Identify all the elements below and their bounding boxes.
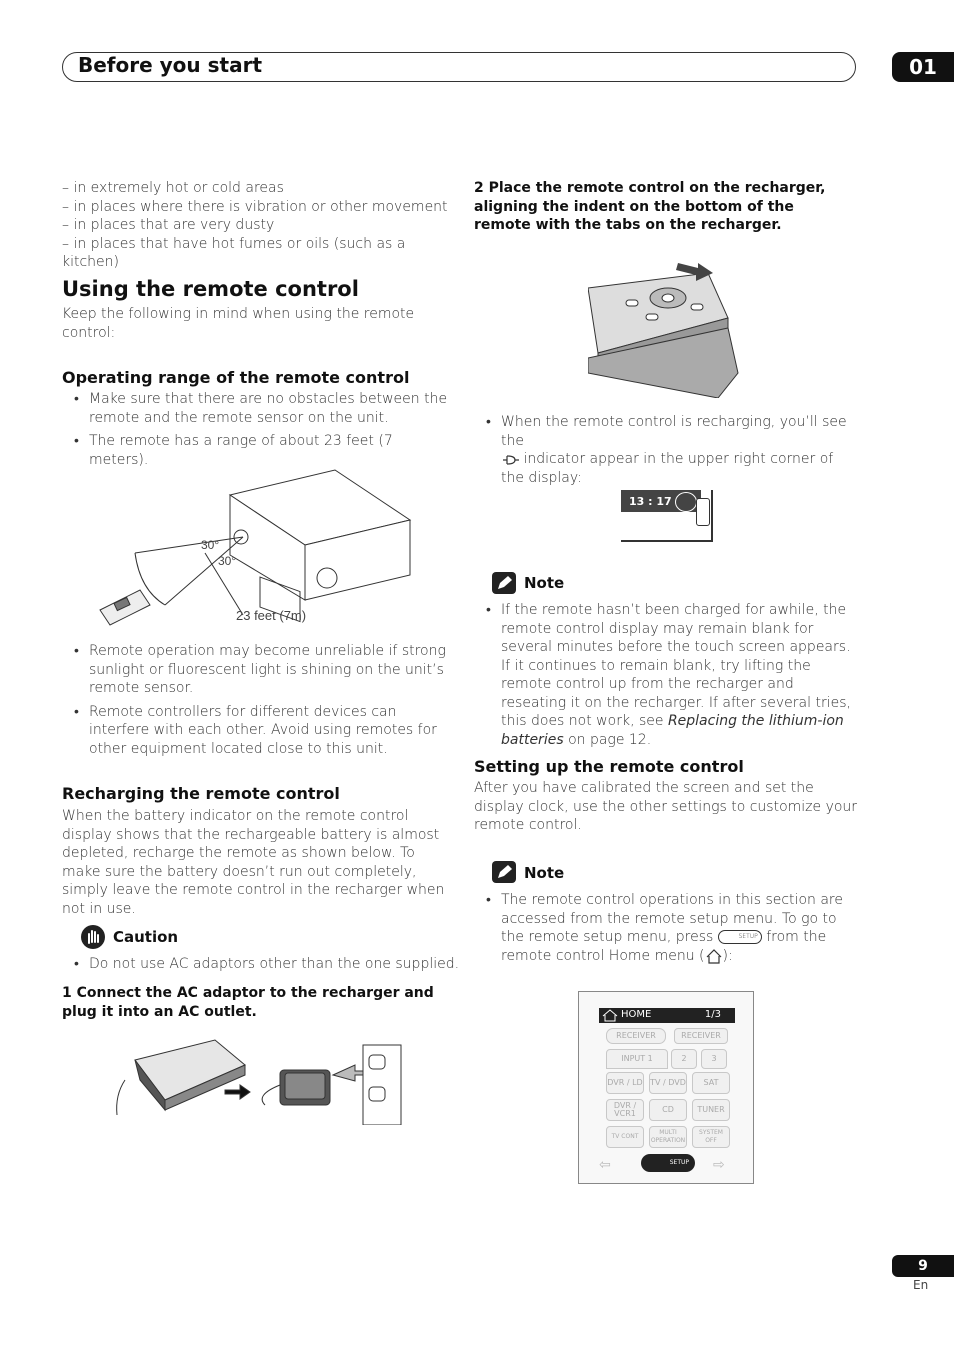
range-cone bbox=[135, 537, 243, 615]
home-tab-input1[interactable]: INPUT 1 bbox=[606, 1049, 668, 1069]
receiver-illustration bbox=[230, 470, 410, 622]
note-2 bbox=[474, 891, 859, 965]
home-icon bbox=[705, 948, 723, 964]
bullet-item: • Remote controllers for different devices can interfere with each other. Avoid using remotes for other equipment located close to this unit. bbox=[62, 703, 452, 759]
chapter-number: 01 bbox=[892, 52, 954, 82]
intro-line: – in places where there is vibration or other movement bbox=[62, 198, 448, 215]
angle-label-1: 30° bbox=[201, 538, 220, 552]
note1-text-b: on page 12. bbox=[563, 731, 652, 748]
home-btn-tuner[interactable]: TUNER bbox=[692, 1099, 730, 1121]
bullet-item: • Make sure that there are no obstacles between the remote and the remote sensor on the unit. bbox=[62, 390, 452, 427]
note-pencil-icon bbox=[492, 861, 516, 883]
note1-text-a: If the remote hasn’t been charged for awhile, the remote control display may remain blank for several minutes before the touch screen appears. If it continues to remain blank, try lifting the remote control up from the recharger and reseating it on the recharger. If after several tries, this does not work, see bbox=[501, 602, 851, 729]
setup-heading: Setting up the remote control bbox=[474, 757, 744, 776]
home-title: HOME bbox=[621, 1009, 652, 1020]
bullet-item: • Remote operation may become unreliable if strong sunlight or fluorescent light is shining on the unit’s remote sensor. bbox=[62, 642, 452, 698]
recharge-heading: Recharging the remote control bbox=[62, 784, 340, 803]
home-btn-dvr-ld[interactable]: DVR / LD bbox=[606, 1072, 644, 1094]
step-1: 1 Connect the AC adaptor to the recharger and plug it into an AC outlet. bbox=[62, 985, 434, 1020]
home-receiver-button[interactable]: RECEIVER bbox=[674, 1028, 728, 1044]
caution-label: Caution bbox=[113, 928, 179, 946]
section-title: Using the remote control bbox=[62, 277, 359, 301]
range-bullets-2 bbox=[62, 642, 452, 758]
note2-text-a: The remote control operations in this section are accessed from the remote setup menu. To go to the remote setup menu, press bbox=[501, 892, 843, 945]
plug-icon bbox=[501, 453, 519, 465]
home-btn-sat[interactable]: SAT bbox=[692, 1072, 730, 1094]
page-language: En bbox=[913, 1278, 929, 1292]
charging-text-a: When the remote control is recharging, you’ll see the bbox=[501, 414, 847, 449]
home-btn-system-off[interactable]: SYSTEM OFF bbox=[692, 1126, 730, 1148]
intro-line: – in places that have hot fumes or oils (such as a kitchen) bbox=[62, 235, 406, 270]
note-label: Note bbox=[524, 864, 565, 882]
home-prev-arrow-icon[interactable]: ⇦ bbox=[599, 1157, 611, 1173]
intro-line: – in places that are very dusty bbox=[62, 217, 275, 233]
charging-bullet bbox=[474, 413, 859, 487]
section-intro: Keep the following in mind when using the remote control: bbox=[62, 306, 415, 341]
home-btn-tv-cont[interactable]: TV CONT bbox=[606, 1126, 644, 1148]
lcd-display bbox=[621, 490, 713, 542]
note1-link: Replacing the lithium-ion batteries bbox=[501, 713, 844, 748]
bullet-item: • Do not use AC adaptors other than the one supplied. bbox=[62, 955, 462, 974]
note2-text-b: from the remote control Home menu ( bbox=[501, 929, 827, 964]
home-btn-dvr-vcr1[interactable]: DVR / VCR1 bbox=[606, 1099, 644, 1121]
intro-list bbox=[62, 179, 462, 272]
home-screen-figure bbox=[578, 991, 754, 1184]
intro-line: – in extremely hot or cold areas bbox=[62, 180, 284, 196]
charging-text-b: indicator appear in the upper right corner of the display: bbox=[501, 451, 834, 486]
lcd-time: 13 : 17 bbox=[629, 495, 672, 508]
range-figure bbox=[95, 465, 425, 635]
page-header-title: Before you start bbox=[78, 53, 263, 77]
recharge-text: When the battery indicator on the remote control display shows that the rechargeable battery is almost depleted, recharge the remote as shown below. To make sure the battery doesn’t run out completely, simply leave the remote control in the recharger when not in use. bbox=[62, 808, 445, 917]
home-page-indicator: 1/3 bbox=[704, 1009, 721, 1020]
setup-text: After you have calibrated the screen and set the display clock, use the other settings to customize your remote control. bbox=[474, 780, 858, 833]
home-btn-multi-operation[interactable]: MULTI OPERATION bbox=[649, 1126, 687, 1148]
step-2: 2 Place the remote control on the recharger, aligning the indent on the bottom of the remote with the tabs on the recharger. bbox=[474, 180, 826, 233]
home-title-icon bbox=[602, 1009, 618, 1025]
remote-illustration bbox=[100, 590, 150, 625]
angle-label-2: 30° bbox=[218, 554, 237, 568]
home-btn-tv-dvd[interactable]: TV / DVD bbox=[649, 1072, 687, 1094]
page-number: 9 bbox=[892, 1255, 954, 1277]
remote-on-recharger-figure bbox=[588, 248, 748, 398]
distance-label: 23 feet (7m) bbox=[236, 608, 307, 623]
home-next-arrow-icon[interactable]: ⇨ bbox=[713, 1157, 725, 1173]
home-tab-3[interactable]: 3 bbox=[701, 1049, 727, 1069]
range-bullets bbox=[62, 390, 452, 469]
home-btn-cd[interactable]: CD bbox=[649, 1099, 687, 1121]
home-receiver-power-button[interactable]: RECEIVER bbox=[606, 1028, 666, 1044]
caution-bullet bbox=[62, 955, 462, 974]
bullet-item: • The remote has a range of about 23 feet (7 meters). bbox=[62, 432, 452, 469]
home-tab-2[interactable]: 2 bbox=[671, 1049, 697, 1069]
setup-key-icon: SETUP bbox=[718, 930, 762, 944]
note-label: Note bbox=[524, 574, 565, 592]
lcd-charging-icon bbox=[675, 492, 697, 512]
recharger-figure bbox=[105, 1035, 405, 1125]
note2-text-c: ): bbox=[722, 947, 733, 964]
note-pencil-icon bbox=[492, 572, 516, 594]
caution-hand-icon bbox=[81, 925, 105, 949]
lcd-battery-icon bbox=[696, 498, 710, 526]
home-setup-button[interactable]: SETUP bbox=[641, 1154, 695, 1172]
range-heading: Operating range of the remote control bbox=[62, 368, 410, 387]
home-title-bar bbox=[599, 1008, 735, 1023]
note-1 bbox=[474, 601, 861, 749]
